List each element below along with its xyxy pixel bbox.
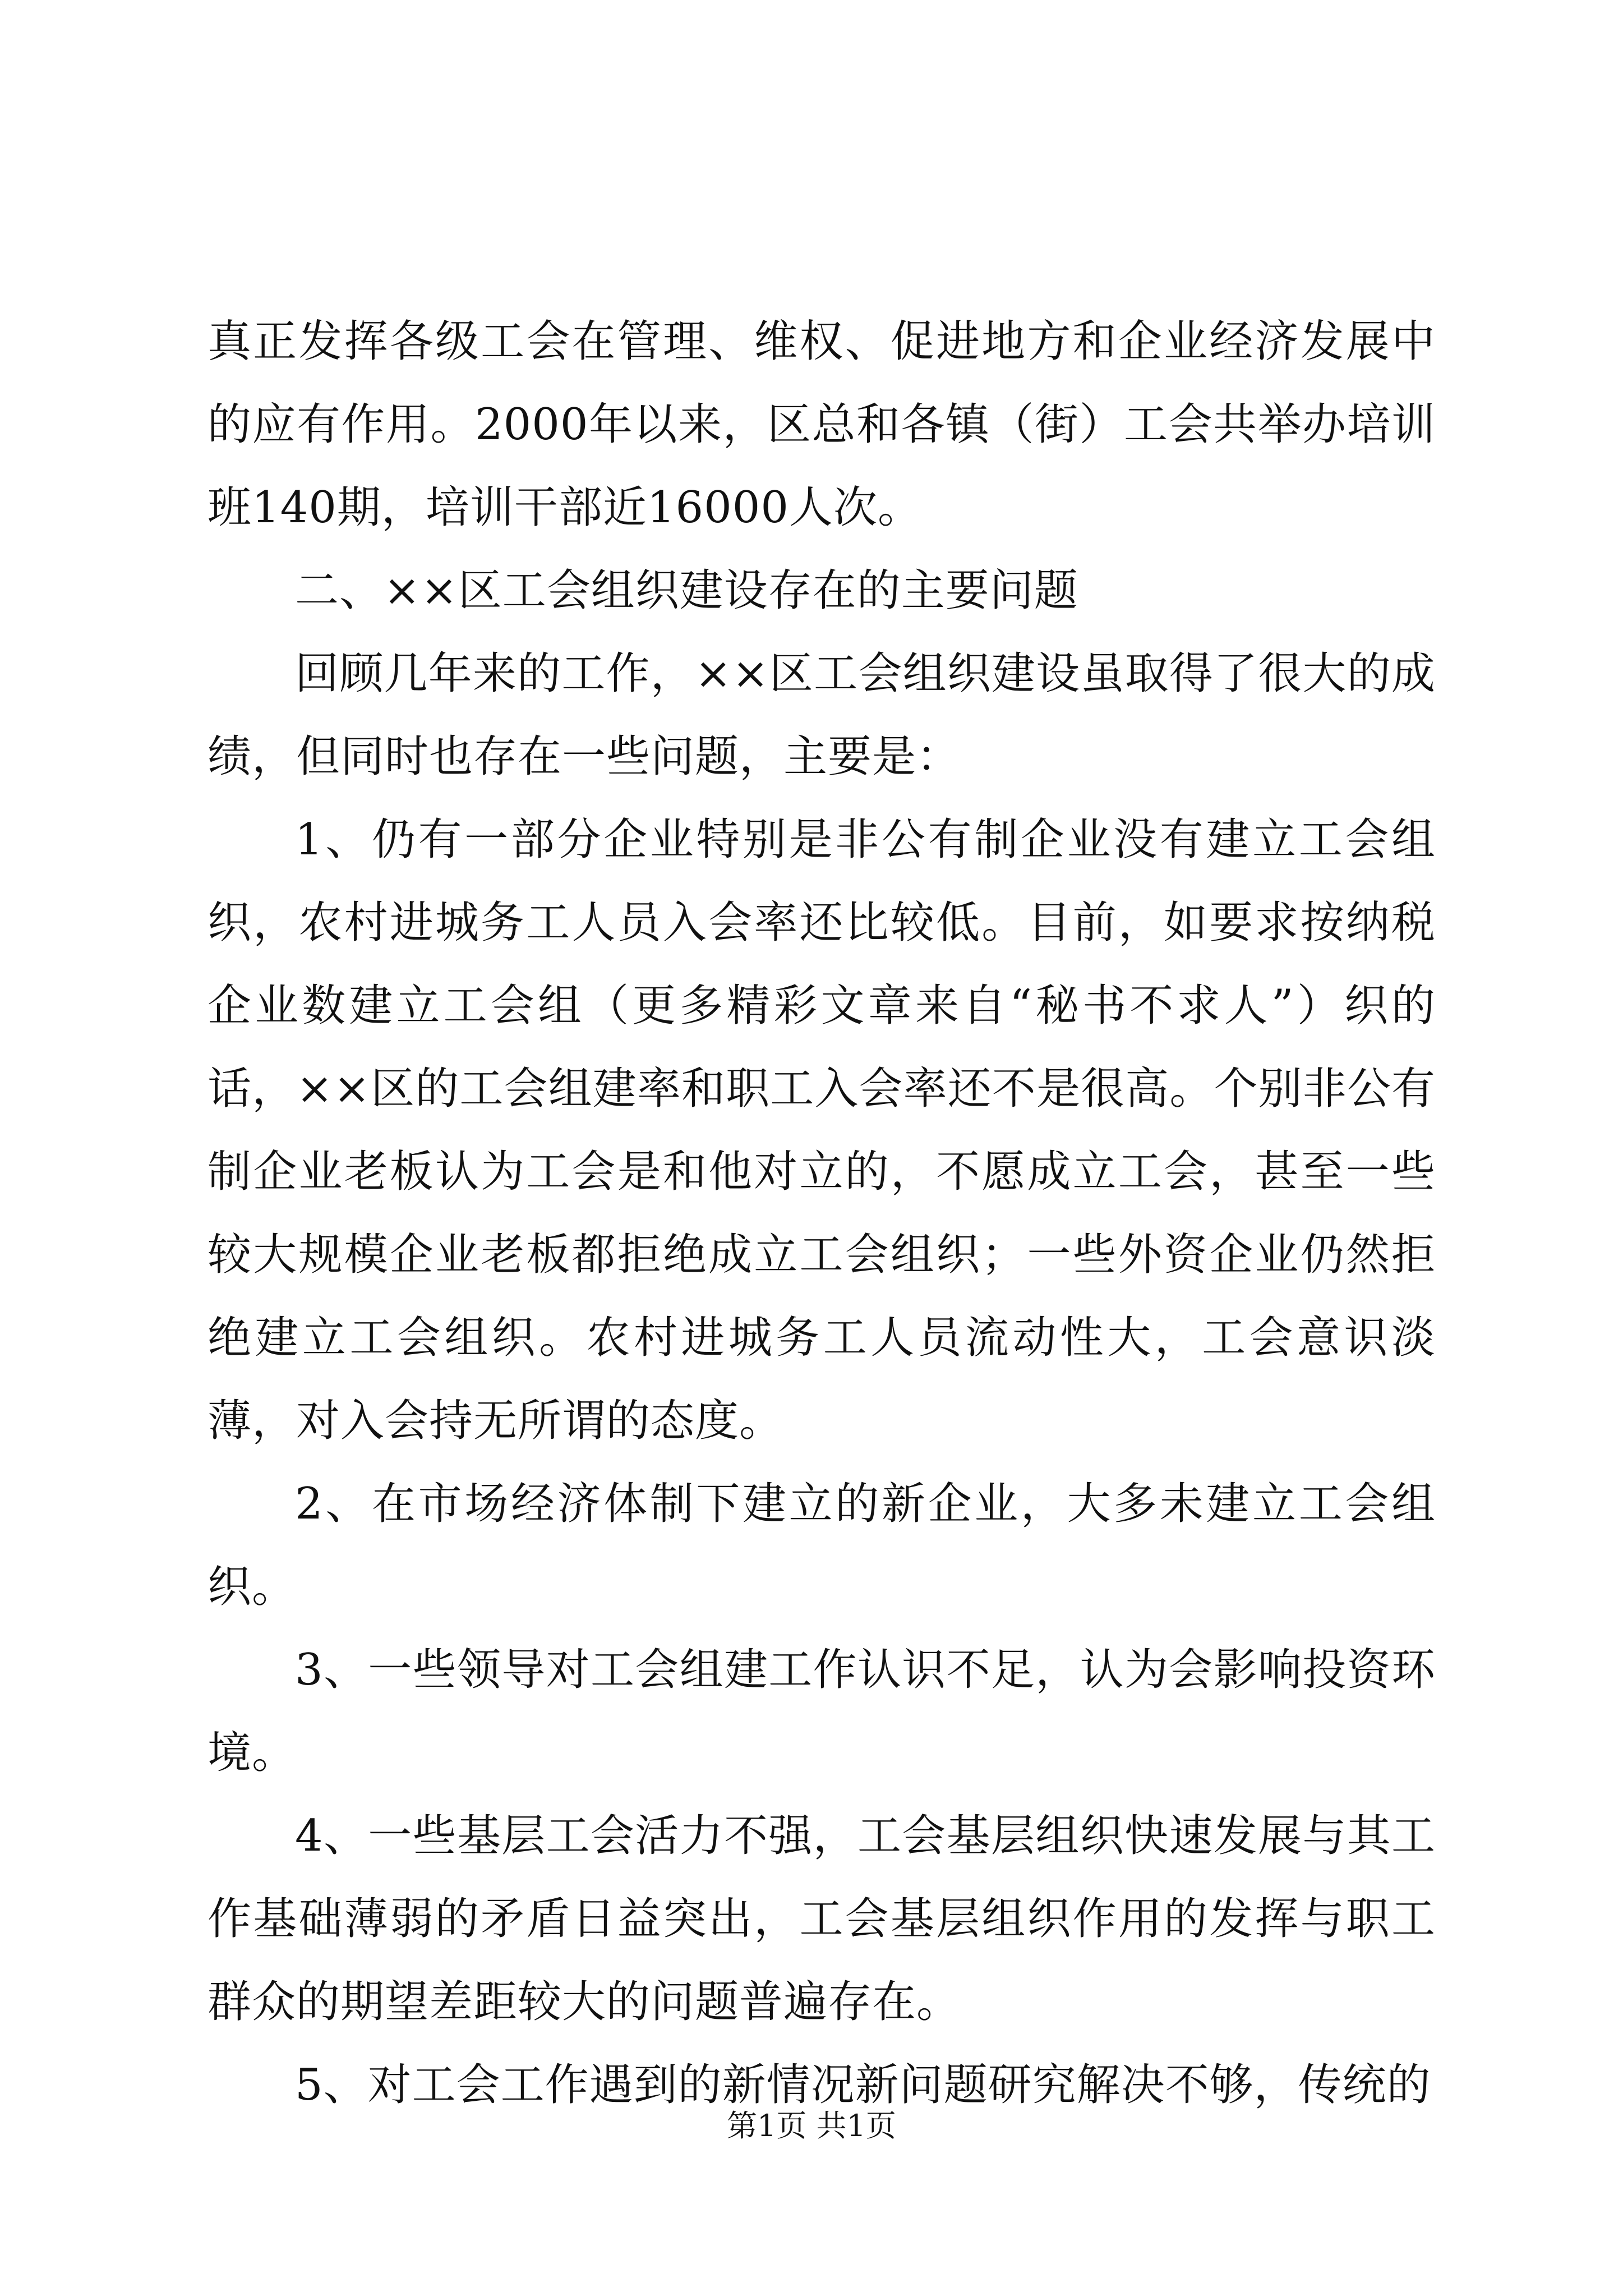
list-item-4: 4、一些基层工会活力不强，工会基层组织快速发展与其工作基础薄弱的矛盾日益突出，工会基层组织作用的发挥与职工群众的期望差距较大的问题普遍存在。 (208, 1811, 1436, 2027)
paragraph-1: 真正发挥各级工会在管理、维权、促进地方和企业经济发展中的应有作用。2000年以来，区总和各镇（街）工会共举办培训班140期，培训干部近16000人次。 (208, 316, 1436, 533)
list-item-5: 5、对工会工作遇到的新情况新问题研究解决不够，传统的 (295, 2060, 1431, 2110)
document-body (208, 300, 1436, 2127)
list-item-2: 2、在市场经济体制下建立的新企业，大多未建立工会组织。 (208, 1479, 1436, 1612)
paragraph-3: 回顾几年来的工作，××区工会组织建设虽取得了很大的成绩，但同时也存在一些问题，主要是： (208, 648, 1436, 782)
section-heading-2: 二、××区工会组织建设存在的主要问题 (295, 565, 1078, 616)
list-item-3: 3、一些领导对工会组建工作认识不足，认为会影响投资环境。 (208, 1645, 1436, 1778)
list-item-1: 1、仍有一部分企业特别是非公有制企业没有建立工会组织，农村进城务工人员入会率还比较低。目前，如要求按纳税企业数建立工会组（更多精彩文章来自“秘书不求人”）织的话，××区的工会组建率和职工入会率还不是很高。个别非公有制企业老板认为工会是和他对立的，不愿成立工会，甚至一些较大规模企业老板都拒绝成立工会组织；一些外资企业仍然拒绝建立工会组织。农村进城务工人员流动性大，工会意识淡薄，对入会持无所谓的态度。 (208, 815, 1436, 1446)
page-footer: 第1页 共1页 (727, 2108, 896, 2143)
